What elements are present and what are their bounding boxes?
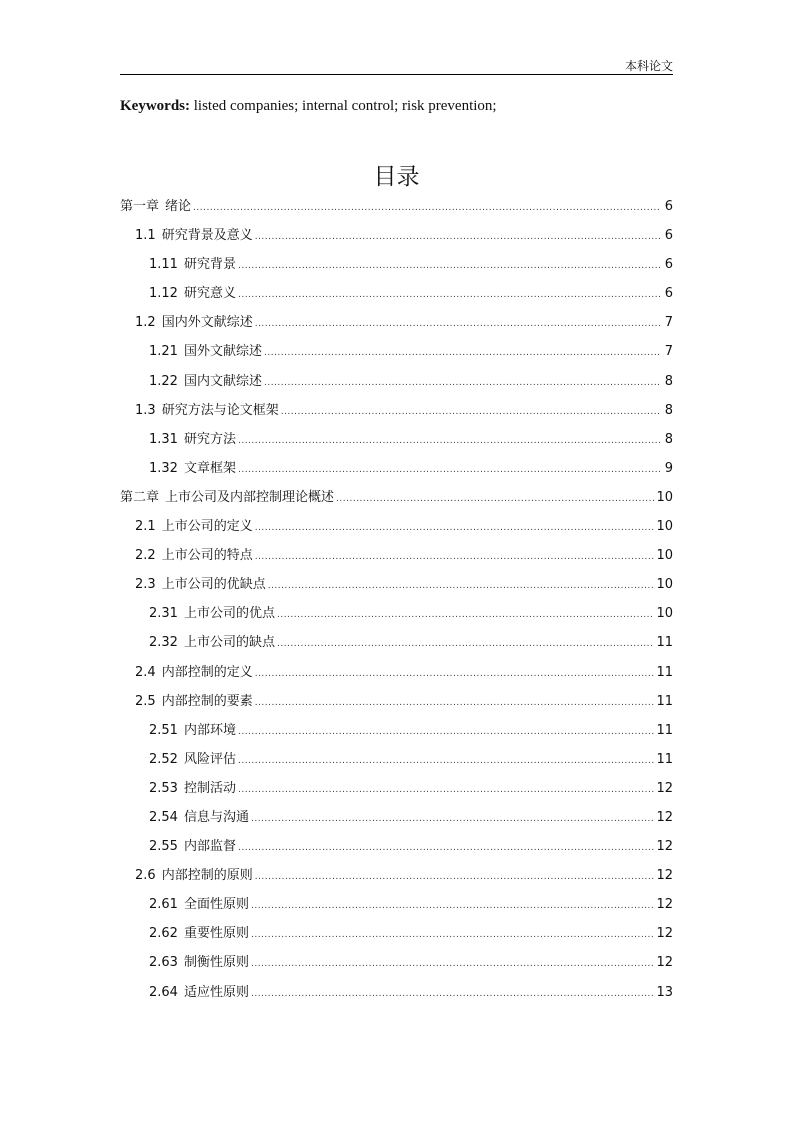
toc-entry-title: 文章框架 [183, 460, 236, 476]
toc-entry-page: 12 [656, 926, 673, 942]
toc-entry-title: 上市公司的优缺点 [161, 577, 266, 593]
toc-leader-dots [255, 660, 655, 689]
toc-entry-page: 11 [656, 751, 673, 767]
toc-leader-dots [255, 689, 655, 718]
toc-entry-title: 风险评估 [183, 751, 236, 767]
toc-entry-title: 内部监督 [183, 839, 236, 855]
toc-entry-number: 2.63 [149, 955, 178, 971]
toc-entry[interactable] [120, 192, 673, 221]
toc-entry[interactable] [120, 890, 673, 919]
toc-entry-number: 2.4 [135, 664, 156, 680]
toc-entry-page: 12 [656, 780, 673, 796]
keywords-text: listed companies; internal control; risk prevention; [190, 98, 497, 114]
toc-entry-title: 国内外文献综述 [161, 315, 253, 331]
toc-entry[interactable] [120, 308, 673, 337]
toc-entry-title: 内部环境 [183, 722, 236, 738]
toc-entry-number: 2.53 [149, 780, 178, 796]
toc-entry-number: 2.31 [149, 606, 178, 622]
toc-leader-dots [238, 281, 661, 310]
toc-entry-page: 7 [664, 315, 673, 331]
toc-entry-page: 6 [664, 199, 673, 214]
toc-leader-dots [255, 310, 661, 339]
toc-leader-dots [264, 339, 661, 368]
toc-leader-dots [251, 921, 654, 950]
toc-entry[interactable] [120, 628, 673, 657]
toc-title: 目录 [373, 164, 420, 190]
toc-entry-number: 2.54 [149, 809, 178, 825]
toc-entry[interactable] [120, 396, 673, 425]
toc-leader-dots [255, 514, 655, 543]
toc-entry[interactable] [120, 716, 673, 745]
toc-entry-title: 研究背景 [183, 257, 236, 273]
page-header [120, 54, 673, 75]
toc-leader-dots [264, 369, 661, 398]
toc-entry-number: 1.32 [149, 460, 178, 476]
toc-entry[interactable] [120, 221, 673, 250]
toc-leader-dots [255, 543, 655, 572]
toc-entry-page: 8 [664, 431, 673, 447]
toc-entry-number: 2.55 [149, 839, 178, 855]
toc-entry-number: 1.31 [149, 431, 178, 447]
toc-entry-title: 重要性原则 [183, 926, 249, 942]
toc-entry[interactable] [120, 687, 673, 716]
toc-entry[interactable] [120, 832, 673, 861]
toc-entry-number: 2.3 [135, 577, 156, 593]
toc-entry-page: 12 [656, 955, 673, 971]
toc-entry-title: 研究背景及意义 [161, 228, 253, 244]
toc-entry[interactable] [120, 337, 673, 366]
toc-leader-dots [251, 892, 654, 921]
toc-entry[interactable] [120, 250, 673, 279]
toc-entry-page: 8 [664, 402, 673, 418]
toc-leader-dots [238, 456, 661, 485]
header-text: 本科论文 [624, 59, 673, 73]
keywords-line [120, 98, 680, 115]
toc-leader-dots [251, 980, 654, 1009]
toc-entry[interactable] [120, 483, 673, 512]
toc-entry-page: 12 [656, 897, 673, 913]
toc-entry-page: 6 [664, 228, 673, 244]
toc-leader-dots [251, 805, 654, 834]
toc-entry-title: 信息与沟通 [183, 809, 249, 825]
toc-entry-title: 适应性原则 [183, 984, 249, 1000]
toc-entry[interactable] [120, 454, 673, 483]
toc-entry[interactable] [120, 861, 673, 890]
toc-entry-title: 研究方法与论文框架 [161, 402, 279, 418]
toc-leader-dots [281, 398, 661, 427]
toc-entry-title: 研究意义 [183, 286, 236, 302]
toc-entry-number: 2.32 [149, 635, 178, 651]
toc-entry-number: 1.22 [149, 373, 178, 389]
toc-entry[interactable] [120, 425, 673, 454]
toc-entry[interactable] [120, 803, 673, 832]
toc-list [120, 192, 673, 1007]
toc-entry-title: 研究方法 [183, 431, 236, 447]
toc-entry[interactable] [120, 367, 673, 396]
toc-leader-dots [277, 601, 654, 630]
toc-entry-page: 13 [656, 984, 673, 1000]
toc-entry-title: 控制活动 [183, 780, 236, 796]
toc-entry-page: 6 [664, 257, 673, 273]
toc-leader-dots [238, 834, 654, 863]
toc-leader-dots [268, 572, 655, 601]
toc-entry-number: 1.2 [135, 315, 156, 331]
toc-entry-number: 第二章 [120, 489, 160, 505]
toc-entry-title: 制衡性原则 [183, 955, 249, 971]
toc-leader-dots [251, 950, 654, 979]
toc-entry-title: 上市公司的定义 [161, 519, 253, 535]
toc-entry-number: 2.52 [149, 751, 178, 767]
toc-entry-number: 2.51 [149, 722, 178, 738]
toc-entry-number: 1.11 [149, 257, 178, 273]
toc-entry-title: 内部控制的要素 [161, 693, 253, 709]
toc-leader-dots [255, 223, 661, 252]
toc-entry-page: 12 [656, 868, 673, 884]
toc-leader-dots [238, 776, 654, 805]
toc-entry-number: 1.1 [135, 228, 156, 244]
toc-entry[interactable] [120, 599, 673, 628]
toc-entry-number: 第一章 [120, 199, 160, 214]
toc-entry-page: 10 [656, 577, 673, 593]
toc-entry-title: 内部控制的定义 [161, 664, 253, 680]
toc-leader-dots [238, 747, 654, 776]
toc-entry-page: 10 [656, 548, 673, 564]
toc-entry[interactable] [120, 570, 673, 599]
toc-entry[interactable] [120, 512, 673, 541]
toc-leader-dots [193, 194, 661, 223]
toc-entry-page: 12 [656, 839, 673, 855]
toc-entry-number: 1.3 [135, 402, 156, 418]
toc-entry[interactable] [120, 541, 673, 570]
toc-entry-title: 上市公司的特点 [161, 548, 253, 564]
toc-entry-title: 上市公司的优点 [183, 606, 275, 622]
toc-entry-page: 11 [656, 664, 673, 680]
toc-entry-page: 12 [656, 809, 673, 825]
toc-entry[interactable] [120, 978, 673, 1007]
toc-entry-page: 11 [656, 635, 673, 651]
toc-entry-number: 2.64 [149, 984, 178, 1000]
toc-entry[interactable] [120, 919, 673, 948]
toc-entry-page: 11 [656, 693, 673, 709]
toc-entry-number: 2.2 [135, 548, 156, 564]
toc-entry[interactable] [120, 279, 673, 308]
toc-entry-number: 2.6 [135, 868, 156, 884]
toc-entry-page: 9 [664, 460, 673, 476]
toc-entry-number: 1.12 [149, 286, 178, 302]
toc-entry[interactable] [120, 658, 673, 687]
toc-entry-page: 10 [656, 606, 673, 622]
toc-entry-number: 2.62 [149, 926, 178, 942]
toc-leader-dots [238, 252, 661, 281]
toc-entry-page: 11 [656, 722, 673, 738]
toc-entry-page: 10 [656, 519, 673, 535]
toc-entry-number: 2.1 [135, 519, 156, 535]
toc-entry-page: 6 [664, 286, 673, 302]
toc-entry-title: 上市公司及内部控制理论概述 [165, 489, 335, 505]
toc-entry-title: 全面性原则 [183, 897, 249, 913]
toc-entry[interactable] [120, 948, 673, 977]
toc-entry-title: 内部控制的原则 [161, 868, 253, 884]
toc-entry[interactable] [120, 745, 673, 774]
keywords-label: Keywords: [120, 98, 190, 114]
toc-leader-dots [255, 863, 655, 892]
toc-entry[interactable] [120, 774, 673, 803]
toc-leader-dots [238, 427, 661, 456]
toc-entry-number: 1.21 [149, 344, 178, 360]
toc-entry-title: 绪论 [165, 199, 192, 214]
toc-entry-title: 国外文献综述 [183, 344, 262, 360]
toc-entry-page: 10 [656, 489, 673, 505]
toc-entry-page: 7 [664, 344, 673, 360]
toc-entry-title: 上市公司的缺点 [183, 635, 275, 651]
toc-leader-dots [336, 485, 654, 514]
toc-entry-number: 2.61 [149, 897, 178, 913]
toc-entry-number: 2.5 [135, 693, 156, 709]
toc-entry-title: 国内文献综述 [183, 373, 262, 389]
toc-leader-dots [277, 630, 654, 659]
toc-leader-dots [238, 718, 654, 747]
toc-entry-page: 8 [664, 373, 673, 389]
